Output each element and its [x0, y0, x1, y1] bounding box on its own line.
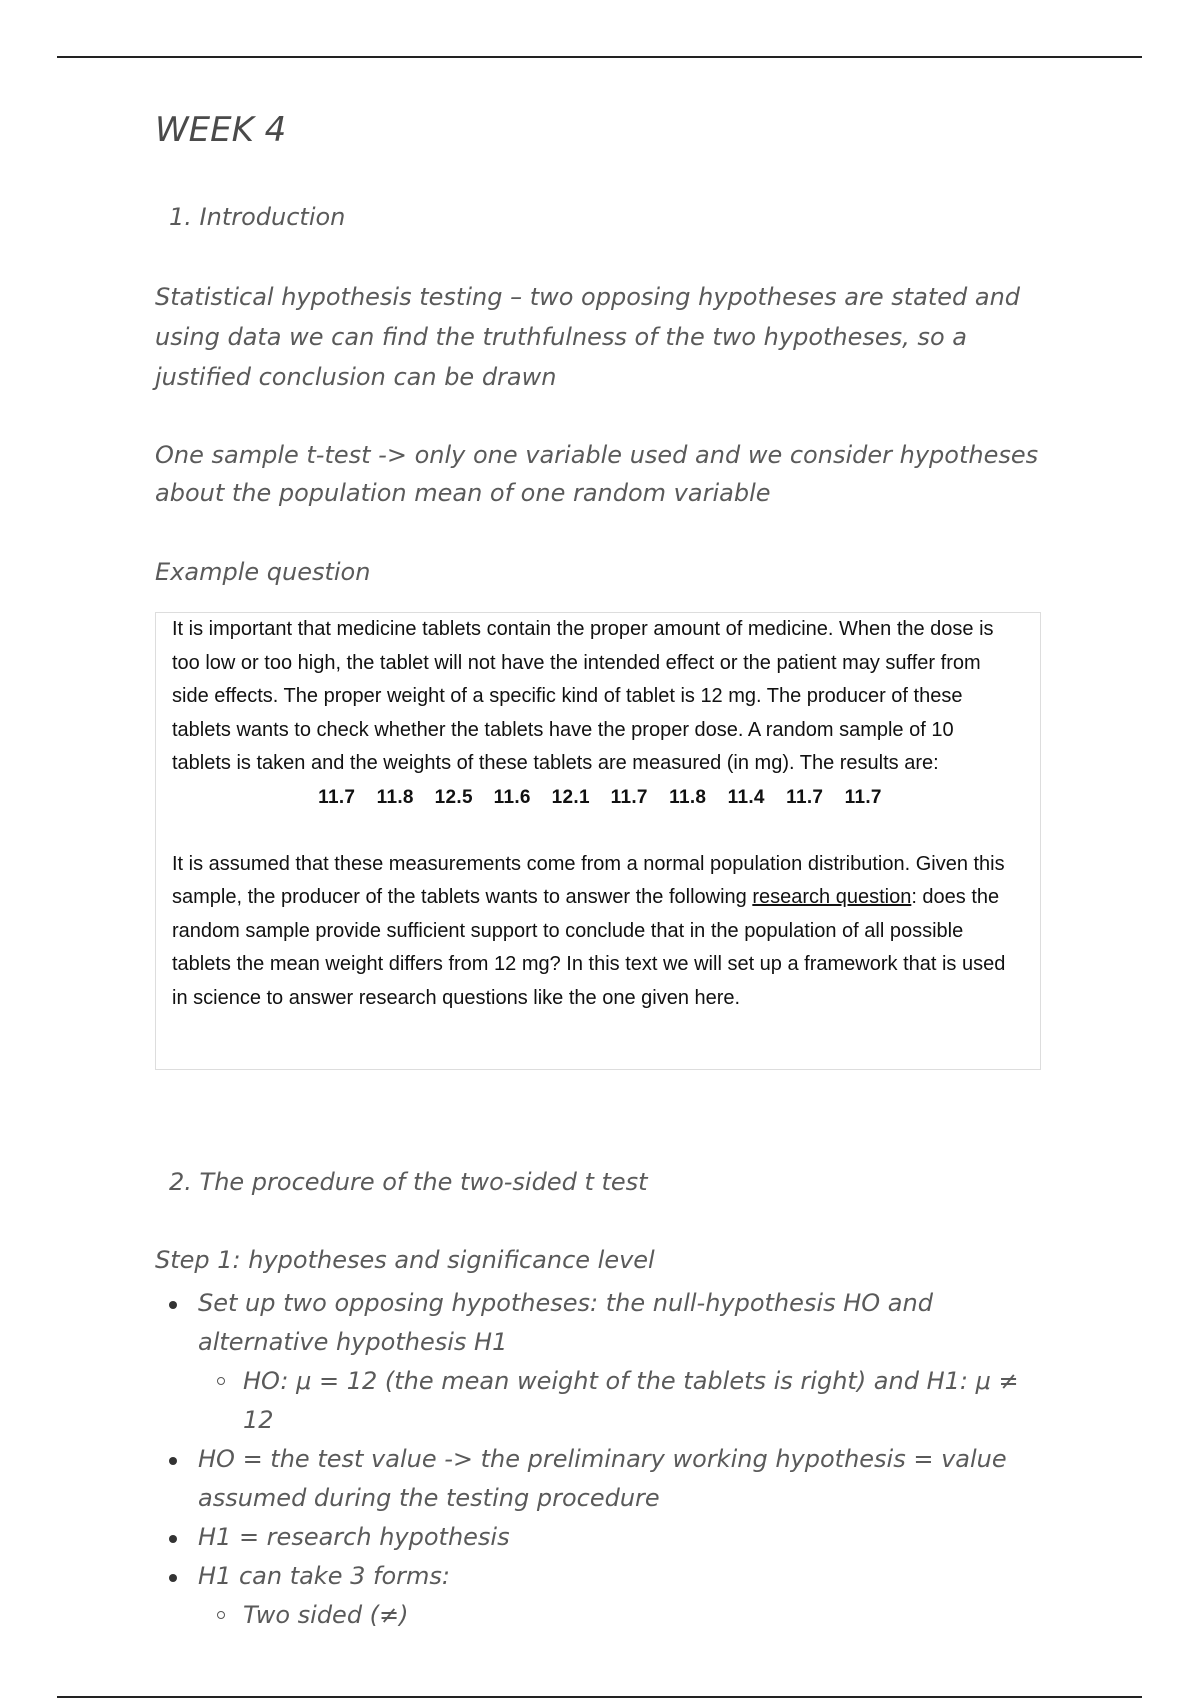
top-rule [57, 56, 1142, 58]
example-paragraph-2-start: It is assumed that these measurements come from a normal population distribution. Given this sample, the producer of the tablets wants to answer the following [172, 852, 1005, 908]
research-question-term: research question [752, 886, 912, 908]
list-item [155, 1284, 1045, 1440]
list-item-text: HO = the test value -> the preliminary working hypothesis = value assumed during the testing procedure [198, 1445, 1007, 1512]
sub-bullet-list [198, 1362, 1045, 1440]
example-paragraph-1: It is important that medicine tablets contain the proper amount of medicine. When the dose is too low or too high, the tablet will not have the intended effect or the patient may suffer from side effects. The proper weight of a specific kind of tablet is 12 mg. The producer of these tablets wants to check whether the tablets have the proper dose. A random sample of 10 tablets is taken and the weights of these tablets are measured (in mg). The results are: [172, 618, 994, 774]
measurement-value: 11.7 [786, 786, 824, 808]
measurement-values [172, 781, 1014, 815]
sub-list-item [198, 1596, 1045, 1635]
measurement-value: 12.1 [551, 786, 590, 808]
hollow-bullet-icon [217, 1377, 225, 1385]
bullet-dot-icon [169, 1574, 177, 1582]
section-heading-two-sided-t-test: 2. The procedure of the two-sided t test [169, 1168, 648, 1196]
example-question-box [155, 612, 1041, 1070]
sub-list-item-text: Two sided (≠) [243, 1601, 409, 1629]
example-question-label: Example question [155, 558, 371, 586]
measurement-value: 11.4 [727, 786, 765, 808]
sub-list-item [198, 1362, 1045, 1440]
step-1-heading: Step 1: hypotheses and significance level [155, 1246, 655, 1274]
list-item-text: Set up two opposing hypotheses: the null-hypothesis HO and alternative hypothesis H1 [198, 1289, 933, 1356]
bottom-rule [57, 1696, 1142, 1698]
list-item [155, 1557, 1045, 1635]
paragraph-hypothesis-testing: Statistical hypothesis testing – two opposing hypotheses are stated and using data we can find the truthfulness of the two hypotheses, so a justified conclusion can be drawn [155, 283, 1021, 391]
paragraph-one-sample-t-test: One sample t-test -> only one variable used and we consider hypotheses about the population mean of one random variable [155, 441, 1039, 507]
bullet-dot-icon [169, 1457, 177, 1465]
bullet-dot-icon [169, 1535, 177, 1543]
sub-list-item-text: HO: μ = 12 (the mean weight of the tablets is right) and H1: μ ≠ 12 [243, 1367, 1019, 1434]
measurement-value: 12.5 [434, 786, 473, 808]
measurement-value: 11.7 [318, 786, 356, 808]
list-item-text: H1 can take 3 forms: [198, 1562, 450, 1590]
measurement-value: 11.8 [376, 786, 414, 808]
sub-bullet-list [198, 1596, 1045, 1635]
bullet-dot-icon [169, 1301, 177, 1309]
measurement-value: 11.6 [493, 786, 531, 808]
measurement-value: 11.7 [610, 786, 648, 808]
list-item [155, 1518, 1045, 1557]
section-heading-introduction: 1. Introduction [169, 203, 346, 231]
step-1-bullet-list [155, 1284, 1045, 1635]
list-item [155, 1440, 1045, 1518]
measurement-value: 11.8 [669, 786, 707, 808]
example-paragraph-2 [172, 848, 1014, 1016]
page-title: WEEK 4 [155, 110, 287, 150]
example-paragraph-2-end: : does the random sample provide sufficient support to conclude that in the population of all possible tablets the mean weight differs from 12 mg? In this text we will set up a framework that is used in science to answer research questions like the one given here. [172, 886, 1006, 1009]
hollow-bullet-icon [217, 1611, 225, 1619]
measurement-value: 11.7 [844, 786, 882, 808]
list-item-text: H1 = research hypothesis [198, 1523, 510, 1551]
